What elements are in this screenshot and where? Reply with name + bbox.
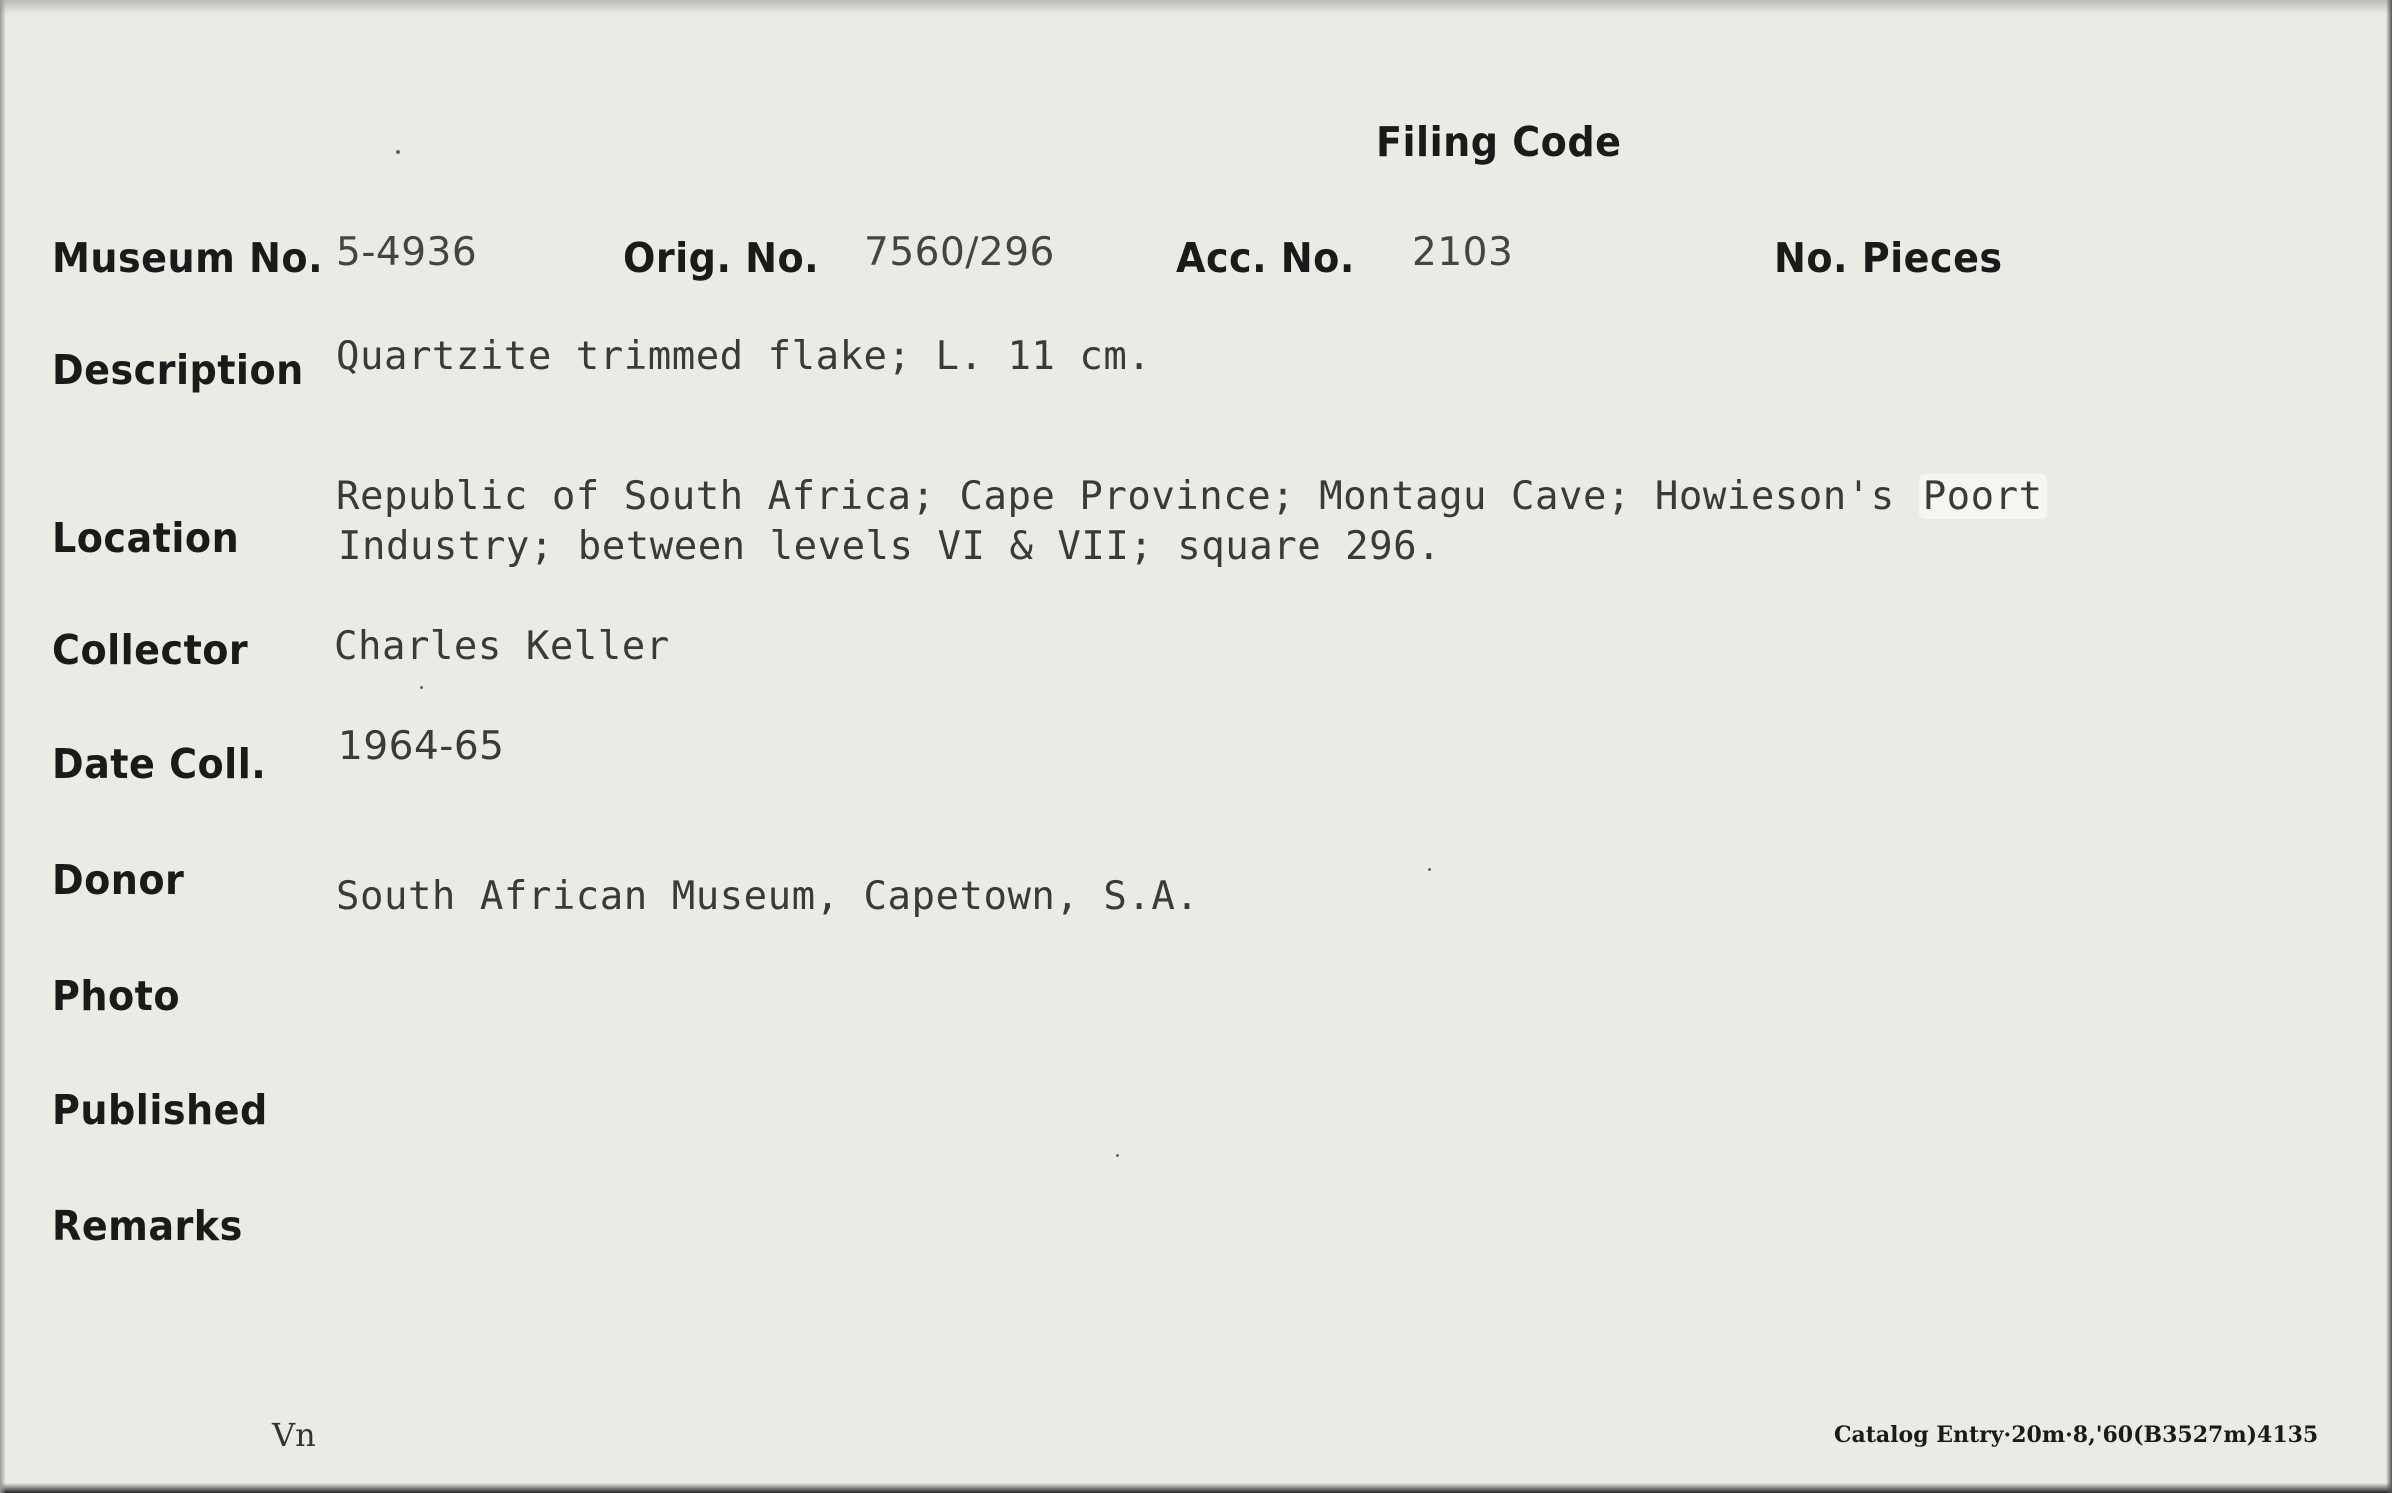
published-label: Published xyxy=(52,1086,268,1134)
museum-no-label: Museum No. xyxy=(52,234,324,282)
dust-speck xyxy=(1428,868,1431,871)
card-bottom-edge xyxy=(0,1483,2392,1493)
donor-label: Donor xyxy=(52,856,185,904)
location-highlighted-word: Poort xyxy=(1919,474,2047,519)
card-top-edge xyxy=(0,0,2392,14)
acc-no-label: Acc. No. xyxy=(1176,234,1355,282)
card-left-edge xyxy=(0,0,6,1493)
description-value: Quartzite trimmed flake; L. 11 cm. xyxy=(336,334,1152,379)
acc-no-value: 2103 xyxy=(1412,230,1514,275)
card-right-edge xyxy=(2386,0,2392,1493)
collector-value: Charles Keller xyxy=(334,624,670,669)
location-line-1-text: Republic of South Africa; Cape Province; Montagu Cave; Howieson's xyxy=(336,474,1919,519)
orig-no-label: Orig. No. xyxy=(623,234,820,282)
location-label: Location xyxy=(52,514,240,562)
description-label: Description xyxy=(52,346,304,394)
museum-no-value: 5-4936 xyxy=(336,230,478,275)
collector-label: Collector xyxy=(52,626,249,674)
donor-value: South African Museum, Capetown, S.A. xyxy=(336,874,1200,919)
orig-no-value: 7560/296 xyxy=(864,230,1055,275)
dust-speck xyxy=(420,686,423,689)
filing-code-label: Filing Code xyxy=(1376,118,1622,166)
date-coll-value: 1964-65 xyxy=(338,724,505,769)
no-pieces-label: No. Pieces xyxy=(1774,234,2003,282)
print-code: Catalog Entry·20m·8,'60(B3527m)4135 xyxy=(1834,1422,2319,1448)
remarks-label: Remarks xyxy=(52,1202,243,1250)
photo-label: Photo xyxy=(52,972,181,1020)
dust-speck xyxy=(396,150,400,154)
initials-mark: Vn xyxy=(272,1416,316,1454)
date-coll-label: Date Coll. xyxy=(52,740,267,788)
location-line-1 xyxy=(336,474,2047,519)
dust-speck xyxy=(1116,1154,1119,1157)
location-line-2: Industry; between levels VI & VII; square 296. xyxy=(338,524,1442,569)
